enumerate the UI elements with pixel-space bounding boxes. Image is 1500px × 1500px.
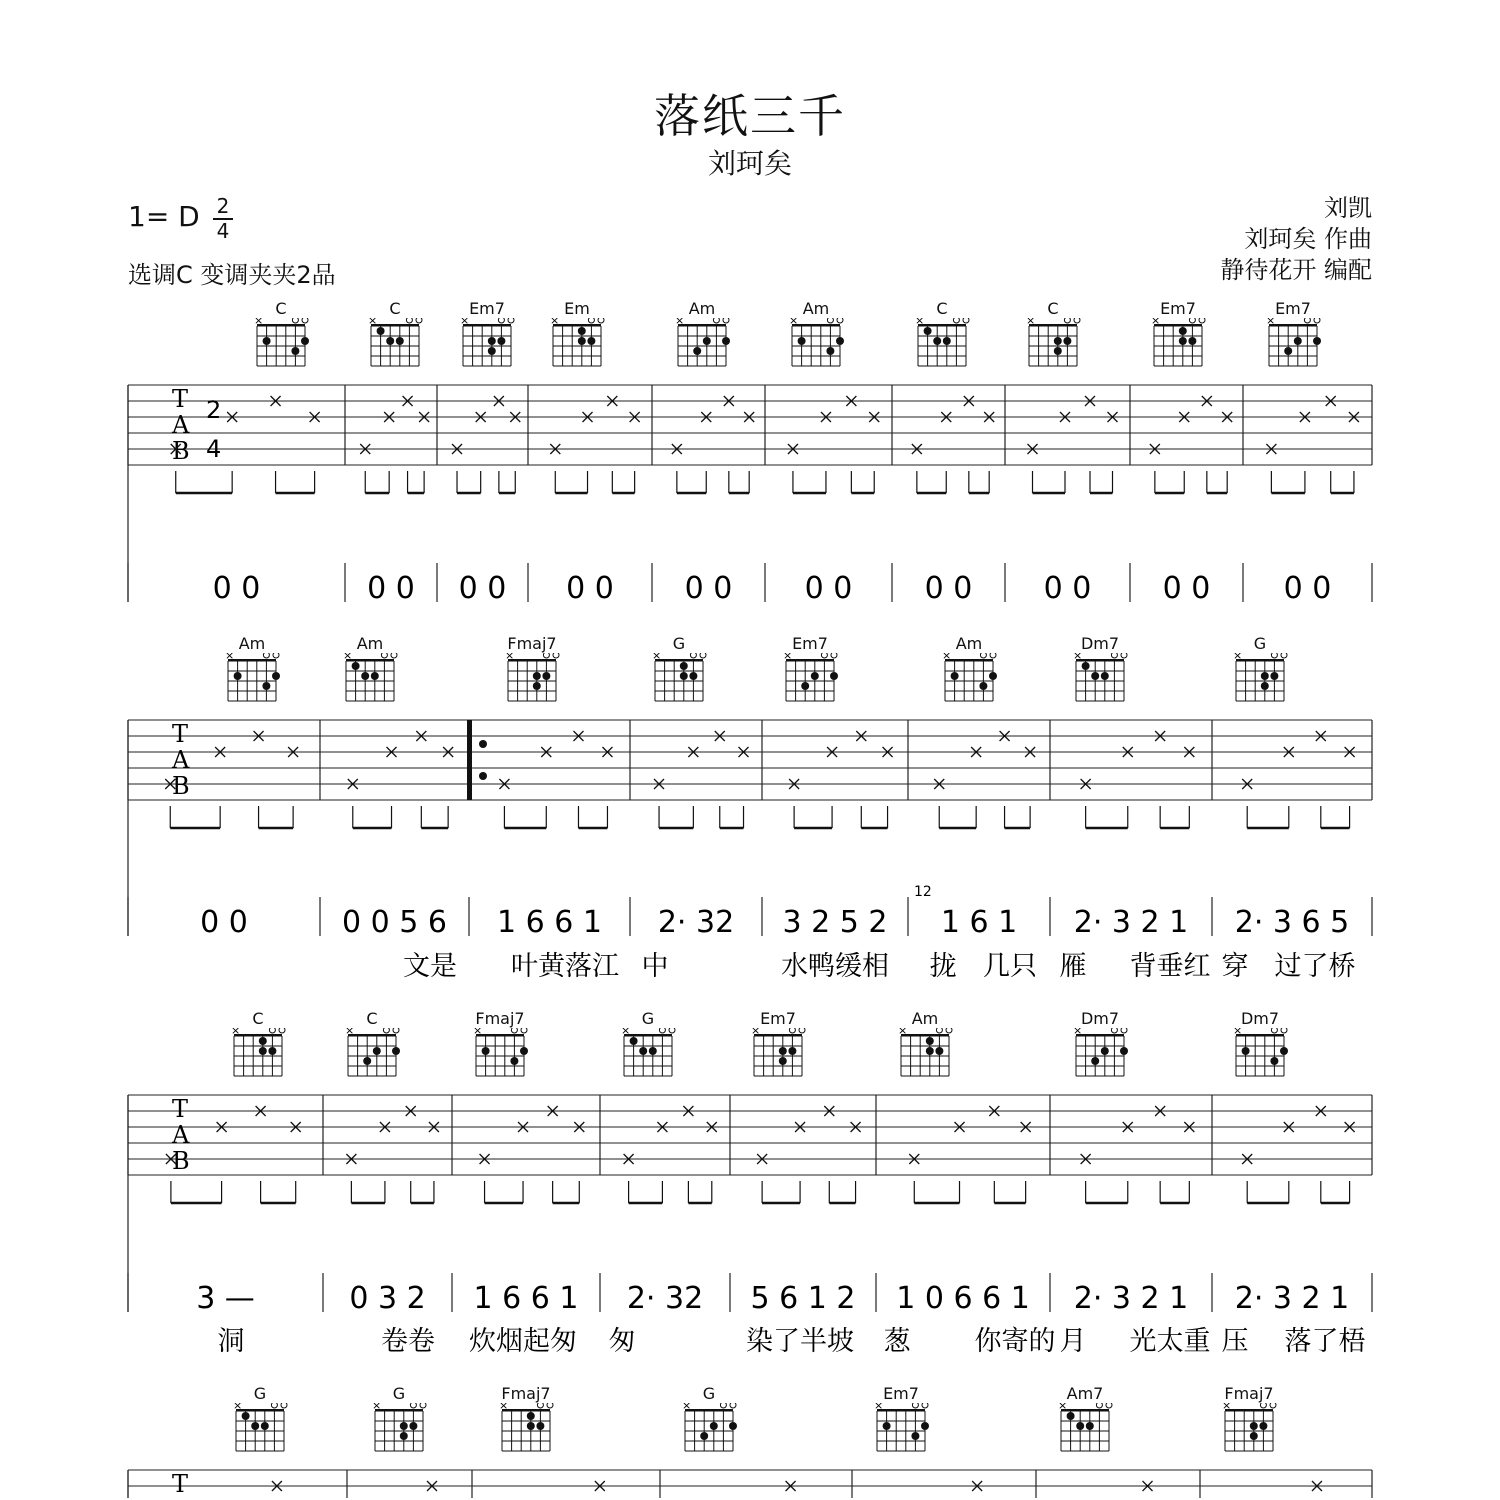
chord-name: G	[672, 634, 686, 653]
chord-muted-string: ×	[682, 1403, 692, 1412]
lyric-word: 几只	[983, 951, 1037, 982]
jianpu-measure: 0 0	[1043, 571, 1092, 606]
jianpu-measure: 0 0	[200, 905, 248, 940]
chord-name: Am	[688, 299, 716, 318]
lyric-word: 落了梧	[1284, 1326, 1366, 1357]
chord-muted-string: ×	[1026, 318, 1036, 327]
chord-muted-string: ×	[621, 1028, 631, 1037]
chord-name: Em	[564, 299, 590, 318]
chord-name: Em7	[469, 299, 505, 318]
chord-name: Fmaj7	[501, 1384, 551, 1403]
lyric-word: 文是	[403, 951, 457, 982]
jianpu-measure: 3 —	[196, 1281, 255, 1316]
lyric-word: 葱	[883, 1326, 911, 1357]
chord-muted-string: ×	[372, 1403, 382, 1412]
jianpu-measure: 5 6 1 2	[750, 1281, 856, 1316]
chord-muted-string: ×	[1151, 318, 1161, 327]
repeat-dot	[479, 772, 487, 780]
time-signature-top: 2	[216, 194, 230, 218]
chord-name: C	[366, 1009, 378, 1028]
lyric-word: 洞	[217, 1326, 245, 1357]
chord-name: Am7	[1066, 1384, 1104, 1403]
jianpu-measure: 1 6 6 1	[497, 905, 602, 940]
lyric-word: 卷卷	[381, 1326, 435, 1357]
chord-name: Am	[955, 634, 983, 653]
key-signature: 1= D	[128, 200, 200, 233]
jianpu-measure: 0 0	[924, 571, 973, 606]
tab-clef-letter: B	[172, 1147, 190, 1175]
volta-label: 12	[914, 884, 932, 900]
chord-name: Dm7	[1080, 1009, 1120, 1028]
chord-muted-string: ×	[1073, 1028, 1083, 1037]
chord-name: Em7	[1160, 299, 1196, 318]
chord-name: Em7	[1275, 299, 1311, 318]
chord-muted-string: ×	[460, 318, 470, 327]
chord-name: Em7	[883, 1384, 919, 1403]
chord-muted-string: ×	[874, 1403, 884, 1412]
capo-instruction: 选调C 变调夹夹2品	[128, 261, 336, 289]
chord-muted-string: ×	[1266, 318, 1276, 327]
chord-name: C	[275, 299, 287, 318]
lyric-word: 背垂红	[1129, 951, 1211, 982]
chord-muted-string: ×	[1222, 1403, 1232, 1412]
chord-name: C	[1047, 299, 1059, 318]
lyric-word: 炊烟起匆	[469, 1326, 577, 1357]
credit-line: 刘凯	[1324, 194, 1372, 222]
jianpu-measure: 0 0	[566, 571, 614, 606]
lyric-word: 中	[641, 951, 669, 982]
credit-line: 静待花开 编配	[1220, 256, 1372, 284]
chord-muted-string: ×	[751, 1028, 761, 1037]
chord-name: Fmaj7	[475, 1009, 525, 1028]
chord-muted-string: ×	[343, 653, 353, 662]
repeat-barline	[467, 720, 472, 800]
jianpu-measure: 0 0 5 6	[342, 905, 447, 940]
tab-time-signature: 4	[206, 435, 222, 463]
jianpu-measure: 0 0	[212, 571, 261, 606]
chord-name: Am	[238, 634, 266, 653]
chord-muted-string: ×	[499, 1403, 509, 1412]
jianpu-measure: 0 0	[804, 571, 853, 606]
lyric-word: 光太重	[1129, 1326, 1211, 1357]
chord-name: C	[936, 299, 948, 318]
jianpu-measure: 0 0	[367, 571, 415, 606]
chord-muted-string: ×	[368, 318, 378, 327]
chord-muted-string: ×	[1233, 1028, 1243, 1037]
tab-clef-letter: B	[172, 772, 190, 800]
jianpu-measure: 1 6 1	[940, 905, 1018, 940]
chord-muted-string: ×	[1073, 653, 1083, 662]
tab-clef-letter: T	[172, 1095, 189, 1123]
chord-name: G	[1253, 634, 1267, 653]
lyric-word: 水鸭缓相	[781, 951, 889, 982]
chord-name: C	[389, 299, 401, 318]
lyric-word: 染了半坡	[746, 1326, 854, 1357]
chord-muted-string: ×	[783, 653, 793, 662]
chord-name: Fmaj7	[507, 634, 557, 653]
chord-muted-string: ×	[473, 1028, 483, 1037]
chord-muted-string: ×	[505, 653, 515, 662]
chord-name: Dm7	[1240, 1009, 1280, 1028]
chord-muted-string: ×	[233, 1403, 243, 1412]
chord-name: Em7	[760, 1009, 796, 1028]
tab-time-signature: 2	[206, 396, 222, 424]
chord-muted-string: ×	[898, 1028, 908, 1037]
chord-muted-string: ×	[1233, 653, 1243, 662]
chord-muted-string: ×	[675, 318, 685, 327]
jianpu-measure: 0 0	[684, 571, 733, 606]
jianpu-measure: 2· 3 2 1	[1234, 1281, 1350, 1316]
tab-clef-letter: A	[172, 411, 190, 439]
jianpu-measure: 0 0	[1283, 571, 1332, 606]
lyric-word: 拢	[929, 951, 957, 982]
credit-line: 刘珂矣 作曲	[1244, 225, 1372, 253]
tab-clef-letter: T	[172, 720, 189, 748]
lyric-word: 你寄的	[974, 1326, 1056, 1357]
chord-name: Fmaj7	[1224, 1384, 1274, 1403]
chord-muted-string: ×	[231, 1028, 241, 1037]
chord-name: C	[252, 1009, 264, 1028]
artist-name: 刘珂矣	[707, 147, 792, 180]
jianpu-measure: 2· 32	[626, 1281, 704, 1316]
chord-muted-string: ×	[345, 1028, 355, 1037]
tab-clef-letter: T	[172, 1470, 189, 1498]
chord-muted-string: ×	[789, 318, 799, 327]
jianpu-measure: 1 6 6 1	[473, 1281, 579, 1316]
tab-clef-letter: T	[172, 385, 189, 413]
time-signature-bottom: 4	[216, 219, 230, 243]
jianpu-measure: 3 2 5 2	[782, 905, 888, 940]
chord-muted-string: ×	[942, 653, 952, 662]
chord-name: G	[392, 1384, 406, 1403]
lyric-word: 叶黄落江	[511, 951, 619, 982]
chord-name: Am	[356, 634, 384, 653]
jianpu-measure: 2· 3 6 5	[1234, 905, 1350, 940]
chord-name: G	[702, 1384, 716, 1403]
chord-muted-string: ×	[1058, 1403, 1068, 1412]
chord-name: Am	[802, 299, 830, 318]
jianpu-measure: 0 3 2	[349, 1281, 426, 1316]
chord-name: G	[253, 1384, 267, 1403]
song-title: 落纸三千	[654, 89, 846, 143]
lyric-word: 过了桥	[1274, 951, 1356, 982]
chord-muted-string: ×	[652, 653, 662, 662]
chord-name: Am	[911, 1009, 939, 1028]
lyric-word: 匆	[608, 1326, 636, 1357]
chord-name: Em7	[792, 634, 828, 653]
jianpu-measure: 2· 3 2 1	[1073, 1281, 1189, 1316]
chord-muted-string: ×	[225, 653, 235, 662]
lyric-word: 雁	[1059, 951, 1087, 982]
chord-muted-string: ×	[915, 318, 925, 327]
repeat-dot	[479, 740, 487, 748]
chord-name: Dm7	[1080, 634, 1120, 653]
lyric-word: 压	[1221, 1326, 1249, 1357]
tab-clef-letter: A	[172, 746, 190, 774]
jianpu-measure: 1 0 6 6 1	[896, 1281, 1030, 1316]
jianpu-measure: 2· 32	[657, 905, 735, 940]
jianpu-measure: 2· 3 2 1	[1073, 905, 1189, 940]
chord-name: G	[641, 1009, 655, 1028]
tab-clef-letter: B	[172, 437, 190, 465]
chord-muted-string: ×	[254, 318, 264, 327]
lyric-word: 月	[1059, 1326, 1087, 1357]
chord-muted-string: ×	[550, 318, 560, 327]
jianpu-measure: 0 0	[1162, 571, 1211, 606]
lyric-word: 穿	[1221, 951, 1249, 982]
jianpu-measure: 0 0	[458, 571, 507, 606]
tab-clef-letter: A	[172, 1121, 190, 1149]
